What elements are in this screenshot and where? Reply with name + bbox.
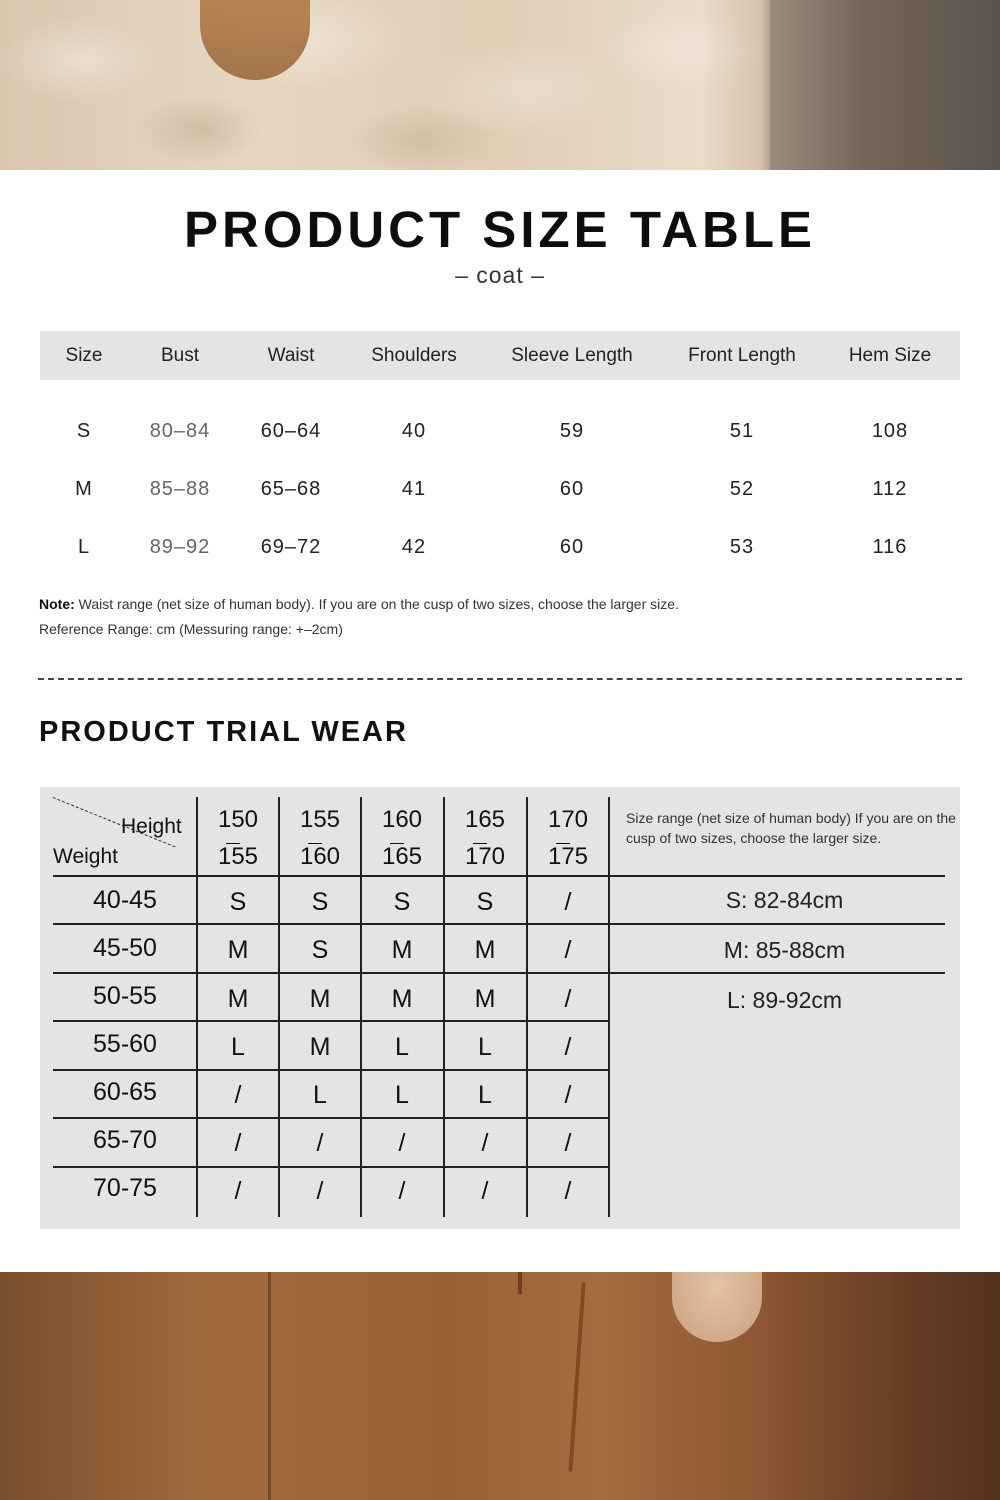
- weight-cell: 65-70: [93, 1126, 157, 1154]
- size-cell: /: [564, 1081, 572, 1109]
- size-cell: M: [309, 1033, 331, 1061]
- page-subtitle: – coat –: [455, 262, 545, 288]
- size-cell: /: [564, 1033, 572, 1061]
- weight-cell: 50-55: [93, 982, 157, 1010]
- photo-shadow: [760, 1272, 1000, 1500]
- weight-label: Weight: [53, 845, 118, 868]
- size-cell: M: [227, 936, 249, 964]
- weight-cell: 70-75: [93, 1174, 157, 1202]
- height-to: 170: [464, 843, 506, 870]
- header-waist: Waist: [267, 345, 315, 366]
- cell-sleeve-length: 60: [559, 478, 585, 500]
- header-shoulders: Shoulders: [371, 345, 457, 366]
- size-note: [39, 596, 679, 612]
- size-cell: /: [564, 936, 572, 964]
- size-cell: S: [229, 888, 247, 916]
- size-cell: /: [398, 1129, 406, 1157]
- note-label: Note:: [39, 596, 75, 612]
- cell-bust: 80–84: [149, 420, 211, 442]
- drawstring: [568, 1282, 585, 1472]
- size-cell: L: [395, 1033, 409, 1061]
- drawstring: [518, 1272, 522, 1294]
- size-cell: /: [481, 1177, 489, 1205]
- size-cell: /: [234, 1129, 242, 1157]
- bottom-product-photo: [0, 1272, 1000, 1500]
- size-cell: L: [478, 1081, 492, 1109]
- height-from: 160: [381, 806, 423, 833]
- header-sleeve-length: Sleeve Length: [511, 345, 633, 366]
- height-from: 150: [217, 806, 259, 833]
- grid-line: [53, 1020, 610, 1022]
- cell-sleeve-length: 59: [559, 420, 585, 442]
- top-product-photo: [0, 0, 1000, 170]
- size-cell: /: [564, 985, 572, 1013]
- header-front-length: Front Length: [688, 345, 796, 366]
- grid-line: [608, 797, 610, 1217]
- section-divider: [38, 678, 962, 680]
- cell-shoulders: 40: [401, 420, 427, 442]
- cell-shoulders: 42: [401, 536, 427, 558]
- height-from: 155: [299, 806, 341, 833]
- size-cell: L: [231, 1033, 245, 1061]
- size-table-header: [40, 331, 960, 380]
- header-hem-size: Hem Size: [848, 345, 932, 366]
- grid-line: [53, 1166, 610, 1168]
- weight-cell: 60-65: [93, 1078, 157, 1106]
- size-cell: /: [564, 888, 572, 916]
- cell-size: S: [76, 420, 92, 442]
- size-range-description: Size range (net size of human body) If you are on the cusp of two sizes, choose the larger size.: [626, 810, 956, 846]
- weight-cell: 40-45: [93, 886, 157, 914]
- size-cell: S: [476, 888, 494, 916]
- size-cell: /: [234, 1081, 242, 1109]
- size-cell: M: [309, 985, 331, 1013]
- size-cell: M: [227, 985, 249, 1013]
- cell-shoulders: 41: [401, 478, 427, 500]
- size-cell: /: [316, 1177, 324, 1205]
- cell-bust: 89–92: [149, 536, 211, 558]
- trial-wear-title: PRODUCT TRIAL WEAR: [39, 716, 408, 748]
- size-cell: L: [395, 1081, 409, 1109]
- model-hand: [672, 1272, 762, 1342]
- cell-waist: 69–72: [260, 536, 322, 558]
- weight-cell: 55-60: [93, 1030, 157, 1058]
- height-to: 165: [381, 843, 423, 870]
- grid-line: [53, 875, 945, 877]
- size-cell: M: [474, 985, 496, 1013]
- header-size: Size: [65, 345, 103, 366]
- cell-hem-size: 116: [872, 536, 908, 558]
- size-table-row: [40, 478, 960, 508]
- cell-sleeve-length: 60: [559, 536, 585, 558]
- cell-waist: 60–64: [260, 420, 322, 442]
- note-text: Waist range (net size of human body). If you are on the cusp of two sizes, choose the larger size.: [78, 596, 679, 612]
- height-from: 165: [464, 806, 506, 833]
- height-from: 170: [547, 806, 589, 833]
- reference-range: Reference Range: cm (Messuring range: +–2cm): [39, 621, 343, 637]
- range-s: S: 82-84cm: [725, 887, 844, 913]
- size-cell: /: [234, 1177, 242, 1205]
- weight-cell: 45-50: [93, 934, 157, 962]
- garment-seam: [268, 1272, 271, 1500]
- size-cell: M: [391, 985, 413, 1013]
- size-cell: S: [393, 888, 411, 916]
- height-to: 175: [547, 843, 589, 870]
- size-cell: /: [316, 1129, 324, 1157]
- cell-size: L: [77, 536, 91, 558]
- range-l: L: 89-92cm: [726, 987, 843, 1013]
- grid-line: [53, 1117, 610, 1119]
- grid-line: [53, 972, 945, 974]
- cell-bust: 85–88: [149, 478, 211, 500]
- size-cell: /: [398, 1177, 406, 1205]
- grid-line: [53, 923, 945, 925]
- cell-front-length: 52: [729, 478, 755, 500]
- size-cell: L: [478, 1033, 492, 1061]
- size-cell: S: [311, 936, 329, 964]
- cell-hem-size: 108: [871, 420, 909, 442]
- size-cell: /: [564, 1177, 572, 1205]
- cell-front-length: 51: [729, 420, 755, 442]
- cell-hem-size: 112: [872, 478, 908, 500]
- size-cell: /: [564, 1129, 572, 1157]
- range-m: M: 85-88cm: [723, 937, 846, 963]
- coat-collar-detail: [200, 0, 310, 80]
- grid-line: [53, 1069, 610, 1071]
- cell-size: M: [75, 478, 93, 500]
- size-cell: M: [391, 936, 413, 964]
- header-bust: Bust: [160, 345, 200, 366]
- size-cell: /: [481, 1129, 489, 1157]
- height-label: Height: [121, 815, 182, 838]
- photo-background: [770, 0, 1000, 170]
- size-table-row: [40, 536, 960, 566]
- size-cell: L: [313, 1081, 327, 1109]
- size-cell: S: [311, 888, 329, 916]
- size-cell: M: [474, 936, 496, 964]
- page-title: PRODUCT SIZE TABLE: [183, 201, 817, 258]
- height-to: 155: [217, 843, 259, 870]
- height-to: 160: [299, 843, 341, 870]
- cell-front-length: 53: [729, 536, 755, 558]
- size-table-row: [40, 420, 960, 450]
- cell-waist: 65–68: [260, 478, 322, 500]
